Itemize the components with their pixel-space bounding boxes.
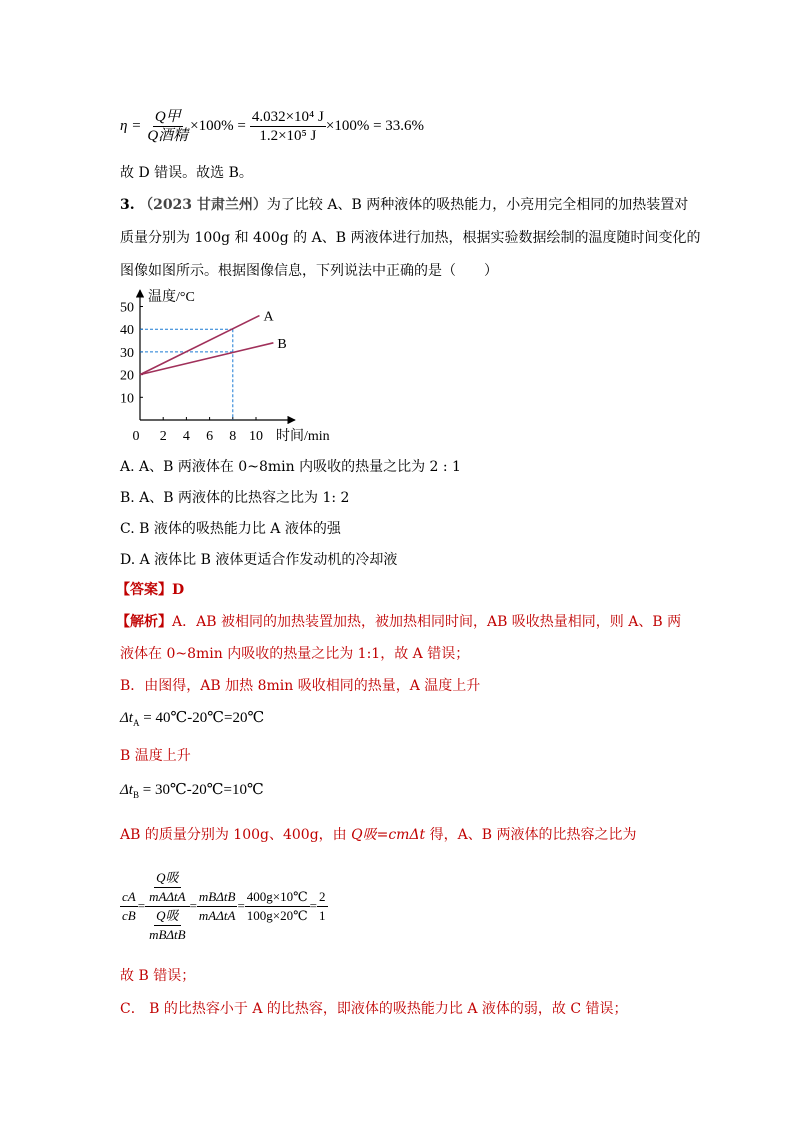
result-fraction: [317, 888, 328, 925]
compound-top: [145, 869, 190, 907]
energy-numerator: 4.032×10⁴ J: [251, 108, 324, 125]
analysis-line-3: B．由图得，AB 加热 8min 吸收相同的热量，A 温度上升: [120, 678, 481, 694]
y-tick-label: 40: [120, 323, 134, 339]
efficiency-formula: [120, 104, 424, 148]
delta-t: Δt: [120, 782, 133, 798]
mass-line-pre: AB 的质量分别为 100g、400g，由: [120, 827, 352, 843]
times-100-1: ×100% =: [190, 117, 246, 134]
x-tick-label: 8: [229, 429, 237, 444]
q-xi-2: Q吸: [154, 907, 180, 926]
efficiency-fraction-2: [250, 108, 326, 145]
series-label-b: B: [277, 336, 287, 352]
ca-over-cb: [120, 888, 138, 925]
q-xi-1: Q吸: [154, 869, 180, 888]
value-fraction: [245, 888, 310, 925]
x-tick-label: 6: [206, 429, 214, 444]
q-jiujing: Q酒精: [147, 127, 189, 144]
x-tick-label: 0: [132, 429, 140, 444]
mass-line-post: 得，A、B 两液体的比热容之比为: [425, 827, 637, 843]
ma-dta-2: mAΔtA: [198, 907, 236, 923]
compound-fraction: [145, 869, 190, 944]
eq-b-rhs: = 30℃-20℃=10℃: [139, 782, 264, 798]
conclusion-prev: 故 D 错误。故选 B。: [120, 165, 253, 181]
sub-b: B: [132, 790, 139, 800]
ma-dta: mAΔtA: [149, 888, 186, 904]
equation-delta-tb: [120, 780, 264, 800]
delta-t: Δt: [120, 710, 133, 726]
x-tick-label: 2: [159, 429, 167, 444]
analysis-line-1: [116, 612, 681, 632]
mb-dtb: mBΔtB: [149, 926, 186, 942]
result-denominator: 1: [319, 907, 326, 923]
value-numerator: 400g×10℃: [245, 888, 310, 907]
option-d: D. A 液体比 B 液体更适合作发动机的冷却液: [120, 552, 398, 568]
y-tick-label: 20: [120, 368, 134, 384]
question-text-1: 为了比较 A、B 两种液体的吸热能力，小亮用完全相同的加热装置对: [266, 197, 689, 213]
bottom-small-frac: [147, 907, 188, 944]
mb-dtb-2: mBΔtB: [197, 888, 238, 907]
question-number: 3.: [120, 197, 135, 213]
option-a: A. A、B 两液体在 0~8min 内吸收的热量之比为 2 : 1: [120, 459, 461, 475]
eta-symbol: η =: [120, 117, 142, 134]
energy-denominator: 1.2×10⁵ J: [259, 127, 317, 144]
equation-delta-ta: [120, 708, 264, 728]
ratio-formula: $\frac{cA}{cB}$ = $\frac{\frac{\text{Q吸}}{\text{mAΔtA}}}{\frac{\text{Q吸}}{\text{mBΔtB}}}$ = $\frac{\text{mBΔtB}}{\text{mAΔtA}}$ = $\frac{400g\times 10℃}{100g\times 20℃}$ = $\frac{2}{1}$: [122, 869, 326, 942]
top-small-frac: [147, 869, 188, 906]
analysis-line-2: 液体在 0~8min 内吸收的热量之比为 1:1，故 A 错误；: [120, 646, 470, 662]
efficiency-fraction-1: [145, 108, 190, 145]
mass-line: [120, 825, 637, 845]
question-line-1: [120, 195, 688, 215]
value-denominator: 100g×20℃: [246, 907, 308, 923]
y-tick-label: 50: [120, 300, 134, 316]
c-a: cA: [120, 888, 138, 907]
series-line-b: [140, 343, 273, 375]
times-100-2: ×100% = 33.6%: [325, 117, 425, 134]
c-b: cB: [122, 907, 136, 923]
sub-a: A: [132, 718, 140, 728]
b-wrong: 故 B 错误；: [120, 968, 196, 984]
option-b: B. A、B 两液体的比热容之比为 1: 2: [120, 490, 350, 506]
y-tick-label: 30: [120, 345, 134, 361]
x-axis-label: 时间/min: [276, 429, 330, 444]
series-line-a: [140, 316, 259, 375]
option-c: C. B 液体的吸热能力比 A 液体的强: [120, 521, 341, 537]
x-tick-label: 4: [182, 429, 190, 444]
answer: 【答案】D: [116, 582, 185, 598]
y-axis-label: 温度/°C: [148, 290, 195, 305]
compound-bottom: [145, 907, 190, 944]
eq-a-rhs: = 40℃-20℃=20℃: [139, 710, 265, 726]
question-line-2: 质量分别为 100g 和 400g 的 A、B 两液体进行加热，根据实验数据绘制的温度随时间变化的: [120, 230, 701, 246]
analysis-c-line: C． B 的比热容小于 A 的比热容，即液体的吸热能力比 A 液体的弱，故 C 错误；: [120, 1001, 628, 1017]
question-source: （2023 甘肃兰州）: [139, 197, 267, 213]
b-rise: B 温度上升: [120, 748, 191, 764]
series-label-a: A: [263, 309, 274, 325]
question-line-3: 图像如图所示。根据图像信息，下列说法中正确的是（ ）: [120, 263, 498, 279]
x-tick-label: 10: [249, 429, 263, 444]
result-numerator: 2: [317, 888, 328, 907]
analysis-text-1: A．AB 被相同的加热装置加热，被加热相同时间，AB 吸收热量相同，则 A、B 两: [172, 614, 682, 630]
analysis-label: 【解析】: [116, 614, 172, 630]
heat-formula: Q吸=cmΔt: [351, 827, 426, 843]
temperature-time-chart: [110, 284, 350, 448]
q-jia: Q甲: [154, 108, 181, 125]
mass-temp-fraction: [197, 888, 238, 925]
y-tick-label: 10: [120, 391, 134, 407]
